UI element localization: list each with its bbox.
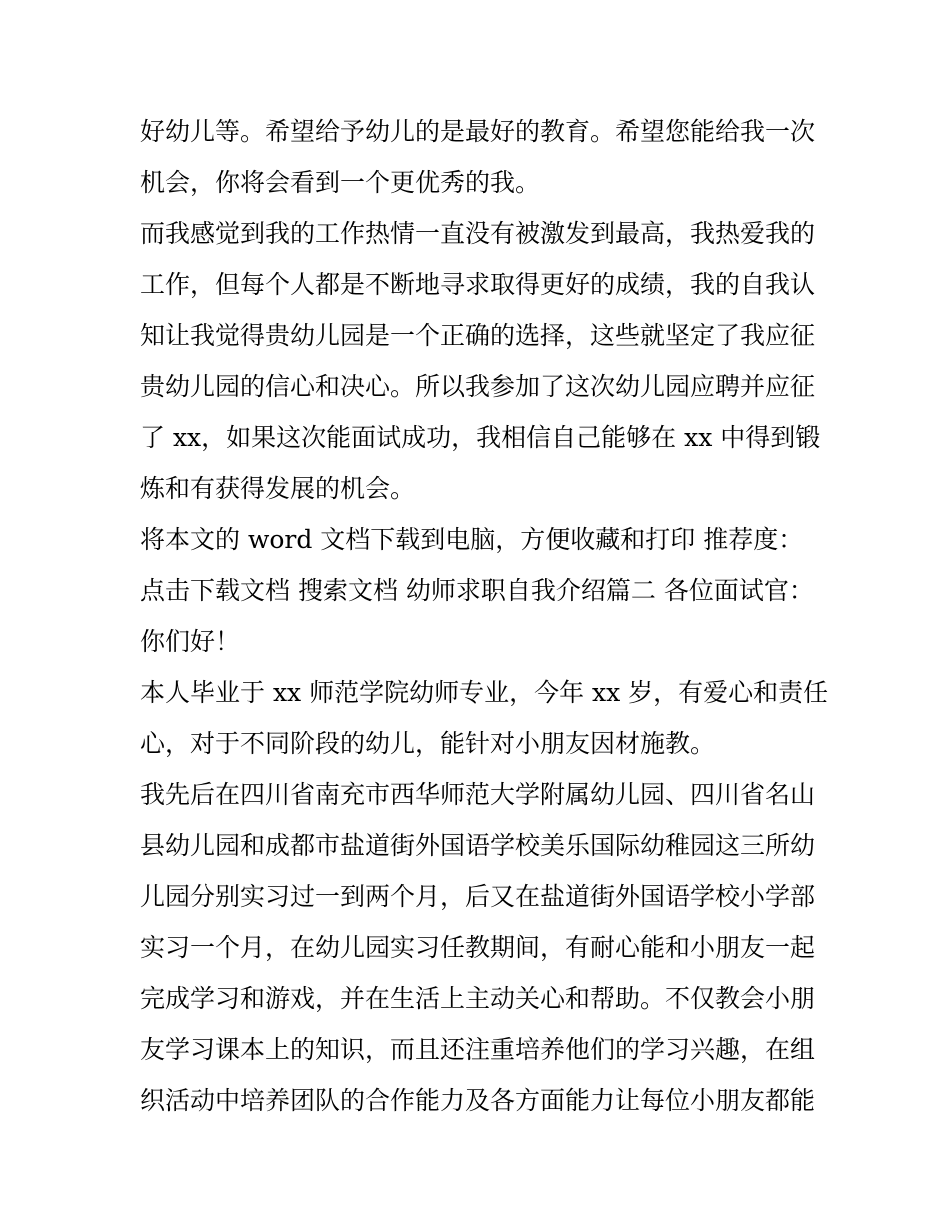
- text-line: 炼和有获得发展的机会。: [140, 474, 416, 503]
- text-line: 友学习课本上的知识，而且还注重培养他们的学习兴趣，在组: [140, 1035, 816, 1064]
- text-line: 我先后在四川省南充市西华师范大学附属幼儿园、四川省名山: [140, 780, 816, 809]
- text-line: 完成学习和游戏，并在生活上主动关心和帮助。不仅教会小朋: [140, 984, 816, 1013]
- text-line: 机会，你将会看到一个更优秀的我。: [140, 168, 541, 197]
- text-line: 本人毕业于 xx 师范学院幼师专业，今年 xx 岁，有爱心和责任: [140, 678, 829, 707]
- text-line: 了 xx，如果这次能面试成功，我相信自己能够在 xx 中得到锻: [140, 423, 821, 452]
- text-line: 贵幼儿园的信心和决心。所以我参加了这次幼儿园应聘并应征: [140, 372, 816, 401]
- text-line: 知让我觉得贵幼儿园是一个正确的选择，这些就坚定了我应征: [140, 321, 816, 350]
- body-text: [140, 106, 829, 1126]
- text-line: 实习一个月，在幼儿园实习任教期间，有耐心能和小朋友一起: [140, 933, 816, 962]
- download-links-line: 点击下载文档 搜索文档 幼师求职自我介绍篇二 各位面试官：: [140, 576, 814, 605]
- text-line: 县幼儿园和成都市盐道街外国语学校美乐国际幼稚园这三所幼: [140, 831, 816, 860]
- text-line: 织活动中培养团队的合作能力及各方面能力让每位小朋友都能: [140, 1086, 816, 1115]
- text-line: 好幼儿等。希望给予幼儿的是最好的教育。希望您能给我一次: [140, 117, 816, 146]
- text-line: 心，对于不同阶段的幼儿，能针对小朋友因材施教。: [140, 729, 716, 758]
- text-line: 而我感觉到我的工作热情一直没有被激发到最高，我热爱我的: [140, 219, 816, 248]
- text-line: 儿园分别实习过一到两个月，后又在盐道街外国语学校小学部: [140, 882, 816, 911]
- text-line: 工作，但每个人都是不断地寻求取得更好的成绩，我的自我认: [140, 270, 816, 299]
- download-prompt-line: 将本文的 word 文档下载到电脑，方便收藏和打印 推荐度：: [140, 525, 804, 554]
- greeting-line: 你们好！: [140, 627, 241, 656]
